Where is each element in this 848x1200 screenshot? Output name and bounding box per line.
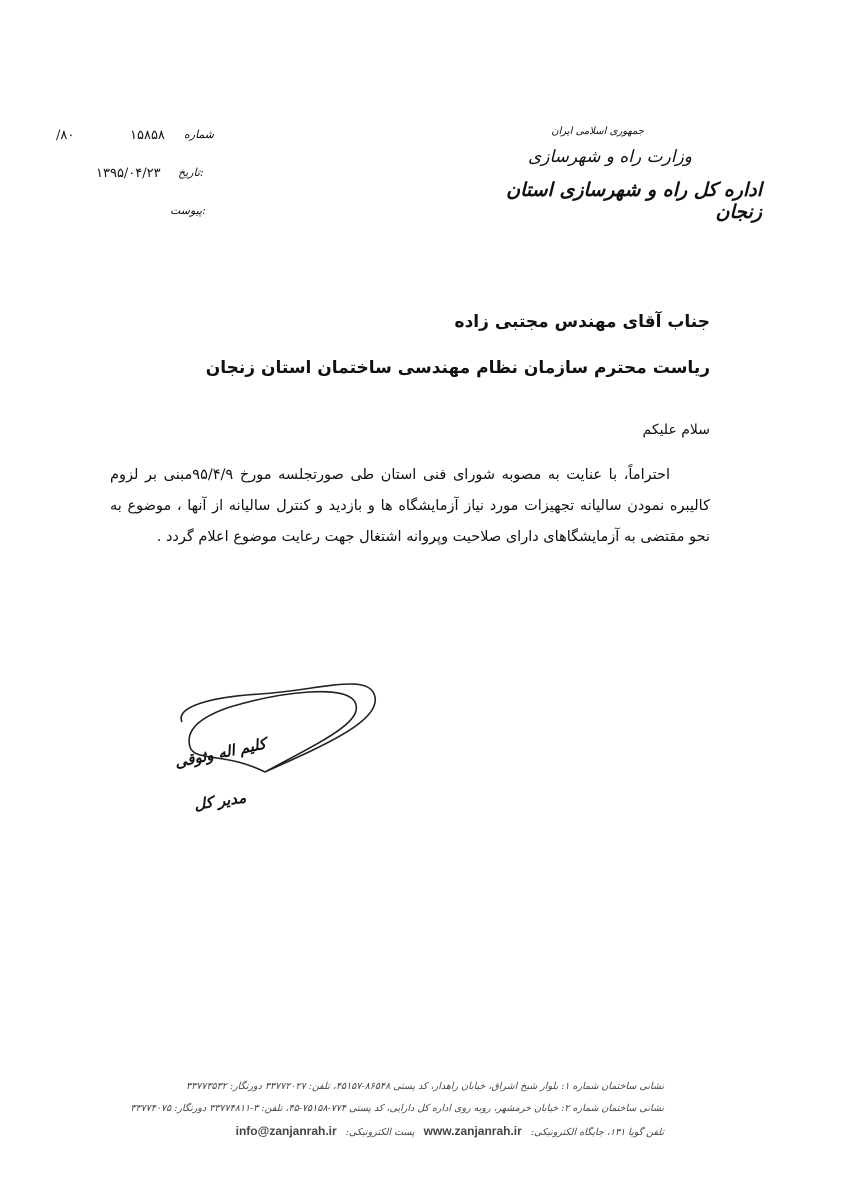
letterhead-office: اداره کل راه و شهرسازی استان زنجان [506, 179, 762, 223]
recipient-name: جناب آقای مهندس مجتبی زاده [454, 312, 710, 332]
number-suffix: /۸۰ [56, 128, 75, 143]
footer-email-label: پست الکترونیکی: [345, 1127, 415, 1138]
letter-body [110, 460, 710, 553]
footer-website[interactable]: www.zanjanrah.ir [423, 1124, 522, 1138]
letterhead-ministry: وزارت راه و شهرسازی [527, 147, 692, 167]
letter-body-text: احتراماً، با عنایت به مصوبه شورای فنی استان طی صورتجلسه مورخ ۹۵/۴/۹مبنی بر لزوم کالیبره نمودن سالیانه تجهیزات مورد نیاز آزمایشگاه ها و بازدید و کنترل سالیانه از آنها ، موضوع به نحو مقتضی به آزمایشگاهای دارای صلاحیت وپروانه اشتغال جهت رعایت موضوع اعلام گردد . [110, 467, 710, 545]
signatory-name: کلیم اله وثوقی [173, 734, 268, 772]
footer-address-2: نشانی ساختمان شماره ۲: خیابان خرمشهر، روبه روی اداره کل دارایی، کد پستی ۷۷۴-۷۵۱۵۸-۴۵، تلفن: ۳-۳۳۷۷۴۸۱۱ دورنگار: ۳۳۷۷۴۰۷۵ [130, 1103, 664, 1114]
date-value: ۱۳۹۵/۰۴/۲۳ [96, 166, 161, 181]
footer [84, 1076, 664, 1144]
footer-contact [84, 1120, 664, 1144]
recipient-title: ریاست محترم سازمان نظام مهندسی ساختمان استان زنجان [205, 358, 710, 378]
signatory-title: مدیر کل [193, 788, 248, 814]
letter-meta [52, 128, 222, 242]
footer-email[interactable]: info@zanjanrah.ir [235, 1124, 337, 1138]
date-label: تاریخ: [178, 166, 204, 179]
number-value: ۱۵۸۵۸ [130, 128, 165, 143]
number-label: شماره [184, 128, 215, 141]
attachment-label: پیوست: [170, 204, 206, 217]
footer-address-1: نشانی ساختمان شماره ۱: بلوار شیخ اشراق، خیابان راهدار، کد پستی ۸۶۵۴۸-۴۵۱۵۷، تلفن: ۳۳۷۷۲۰۲۷ دورنگار: ۳۳۷۷۳۵۳۲ [186, 1081, 664, 1092]
greeting: سلام علیکم [642, 422, 710, 438]
signature-block [170, 652, 430, 832]
letterhead-country: جمهوری اسلامی ایران [551, 126, 644, 137]
footer-phone-label: تلفن گویا ۱۳۱، جایگاه الکترونیکی: [530, 1127, 664, 1138]
letterhead [462, 126, 762, 223]
